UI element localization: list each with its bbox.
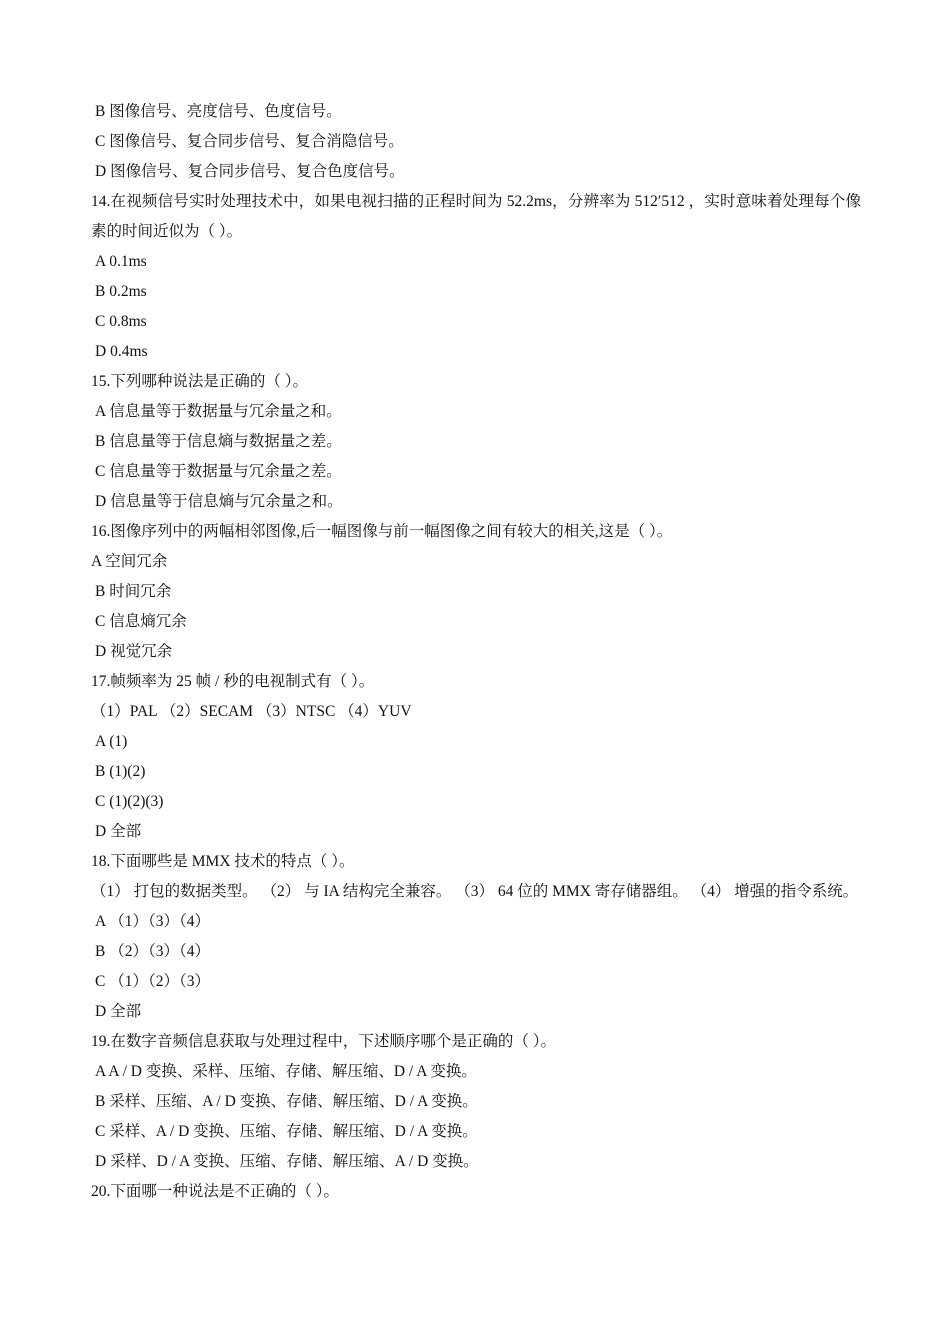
text-line: A 0.1ms (95, 253, 147, 270)
text-line: D 全部 (95, 1003, 142, 1020)
text-line: 19.在数字音频信息获取与处理过程中，下述顺序哪个是正确的（ ）。 (91, 1033, 557, 1050)
text-line: A 信息量等于数据量与冗余量之和。 (95, 403, 342, 420)
text-line: B 信息量等于信息熵与数据量之差。 (95, 433, 342, 450)
text-line: B (1)(2) (95, 763, 146, 780)
text-line: 14.在视频信号实时处理技术中，如果电视扫描的正程时间为 52.2ms，分辨率为 512′512 ，实时意味着处理每个像素的时间近似为（ ）。 (91, 193, 861, 240)
text-line: 18.下面哪些是 MMX 技术的特点（ ）。 (91, 853, 355, 870)
text-line: D 图像信号、复合同步信号、复合色度信号。 (95, 163, 405, 180)
text-line: C 信息熵冗余 (95, 613, 187, 630)
text-line: B 时间冗余 (95, 583, 172, 600)
question-list (91, 97, 861, 1207)
text-line: D 采样、D / A 变换、压缩、存储、解压缩、A / D 变换。 (95, 1153, 479, 1170)
text-line: C (1)(2)(3) (95, 793, 164, 810)
text-line: A （1）（3）（4） (95, 913, 210, 930)
text-line: D 信息量等于信息熵与冗余量之和。 (95, 493, 343, 510)
text-line: B 图像信号、亮度信号、色度信号。 (95, 103, 342, 120)
text-line: B （2）（3）（4） (95, 943, 210, 960)
text-line: C 信息量等于数据量与冗余量之差。 (95, 463, 342, 480)
text-line: （1） 打包的数据类型。 （2） 与 IA 结构完全兼容。 （3） 64 位的 MMX 寄存储器组。 （4） 增强的指令系统。 (91, 883, 859, 900)
text-line: B 采样、压缩、A / D 变换、存储、解压缩、D / A 变换。 (95, 1093, 478, 1110)
text-line: A (1) (95, 733, 128, 750)
text-line: D 视觉冗余 (95, 643, 173, 660)
text-line: D 全部 (95, 823, 142, 840)
text-line: A 空间冗余 (91, 553, 168, 570)
text-line: （1）PAL （2）SECAM （3）NTSC （4）YUV (91, 703, 412, 720)
text-line: A A / D 变换、采样、压缩、存储、解压缩、D / A 变换。 (95, 1063, 477, 1080)
text-line: 15.下列哪种说法是正确的（ ）。 (91, 373, 309, 390)
text-line: D 0.4ms (95, 343, 148, 360)
text-line: 16.图像序列中的两幅相邻图像,后一幅图像与前一幅图像之间有较大的相关,这是（ ）。 (91, 523, 673, 540)
text-line: C 0.8ms (95, 313, 147, 330)
text-line: C 图像信号、复合同步信号、复合消隐信号。 (95, 133, 404, 150)
text-line: C 采样、A / D 变换、压缩、存储、解压缩、D / A 变换。 (95, 1123, 478, 1140)
text-line: 20.下面哪一种说法是不正确的（ ）。 (91, 1183, 340, 1200)
text-line: 17.帧频率为 25 帧 / 秒的电视制式有（ ）。 (91, 673, 375, 690)
text-line: C （1）（2）（3） (95, 973, 210, 990)
text-line: B 0.2ms (95, 283, 147, 300)
